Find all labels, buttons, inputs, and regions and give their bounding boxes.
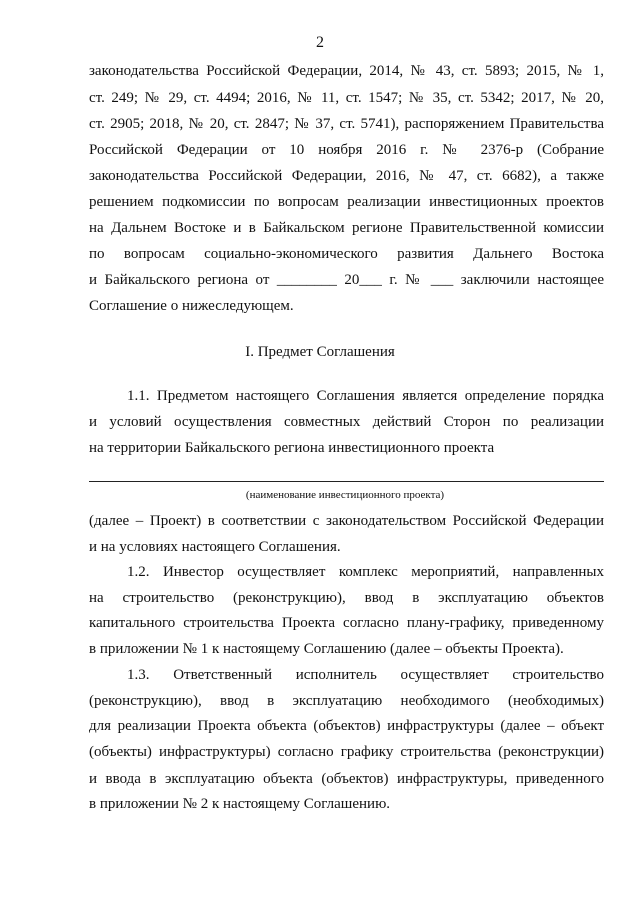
paragraph-1-2-line: 1.2. Инвестор осуществляет комплекс мероприятий, направленных bbox=[127, 564, 604, 580]
text-line: законодательства Российской Федерации, 2016, № 47, ст. 6682), а также bbox=[89, 168, 604, 184]
section-heading: I. Предмет Соглашения bbox=[245, 344, 395, 360]
text-line: ст. 2905; 2018, № 20, ст. 2847; № 37, ст. 5741), распоряжением Правительства bbox=[89, 116, 604, 132]
paragraph-1-2-line: капитального строительства Проекта согласно плану-графику, приведенному bbox=[89, 615, 604, 631]
paragraph-1-3-line: 1.3. Ответственный исполнитель осуществляет строительство bbox=[127, 667, 604, 683]
paragraph-1-2-line: в приложении № 1 к настоящему Соглашению (далее – объекты Проекта). bbox=[89, 641, 564, 657]
paragraph-1-3-line: (объекты) инфраструктуры) согласно графику строительства (реконструкции) bbox=[89, 744, 604, 760]
text-line: и Байкальского региона от ________ 20___ г. № ___ заключили настоящее bbox=[89, 272, 604, 288]
paragraph-1-3-line: для реализации Проекта объекта (объектов) инфраструктуры (далее – объект bbox=[89, 718, 604, 734]
paragraph-1-1-line: и условий осуществления совместных действий Сторон по реализации bbox=[89, 414, 604, 430]
text-line: на Дальнем Востоке и в Байкальском регионе Правительственной комиссии bbox=[89, 220, 604, 236]
text-line: по вопросам социально-экономического развития Дальнего Востока bbox=[89, 246, 604, 262]
paragraph-1-3-line: в приложении № 2 к настоящему Соглашению. bbox=[89, 796, 391, 812]
text-line: Российской Федерации от 10 ноября 2016 г. № 2376-р (Собрание bbox=[89, 142, 604, 158]
paragraph-1-1-line: (далее – Проект) в соответствии с законодательством Российской Федерации bbox=[89, 513, 604, 529]
paragraph-1-1-line: 1.1. Предметом настоящего Соглашения является определение порядка bbox=[127, 388, 604, 404]
project-name-caption: (наименование инвестиционного проекта) bbox=[245, 489, 445, 501]
text-line: решением подкомиссии по вопросам реализации инвестиционных проектов bbox=[89, 194, 604, 210]
text-line: Соглашение о нижеследующем. bbox=[89, 298, 294, 314]
paragraph-1-1-line: на территории Байкальского региона инвестиционного проекта bbox=[89, 440, 495, 456]
text-line: ст. 249; № 29, ст. 4494; 2016, № 11, ст. 1547; № 35, ст. 5342; 2017, № 20, bbox=[89, 90, 604, 106]
page-number: 2 bbox=[316, 34, 324, 51]
project-name-blank-line bbox=[89, 481, 604, 482]
text-line: законодательства Российской Федерации, 2014, № 43, ст. 5893; 2015, № 1, bbox=[89, 63, 604, 79]
paragraph-1-1-line: и на условиях настоящего Соглашения. bbox=[89, 539, 341, 555]
paragraph-1-3-line: (реконструкцию), ввод в эксплуатацию необходимого (необходимых) bbox=[89, 693, 604, 709]
paragraph-1-2-line: на строительство (реконструкцию), ввод в эксплуатацию объектов bbox=[89, 590, 604, 606]
paragraph-1-3-line: и ввода в эксплуатацию объекта (объектов) инфраструктуры, приведенного bbox=[89, 771, 604, 787]
